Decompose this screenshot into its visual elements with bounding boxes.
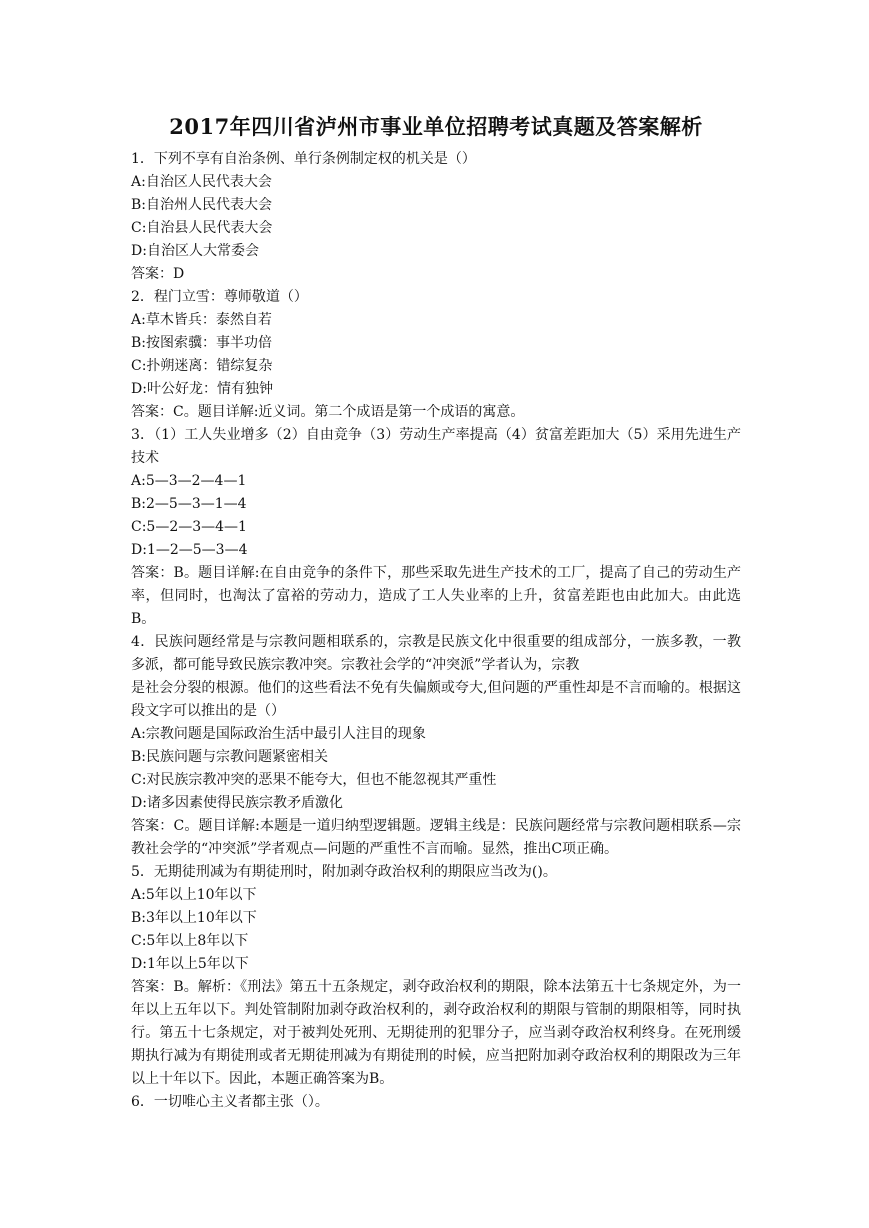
option-d: D:诸多因素使得民族宗教矛盾激化 <box>131 795 343 811</box>
answer-text: 答案：B。解析：《刑法》第五十五条规定，剥夺政治权利的期限，除本法第五十七条规定外，为一年以上五年以下。判处管制附加剥夺政治权利的，剥夺政治权利的期限与管制的期限相等，同时执行。第五十七条规定，对于被判处死刑、无期徒刑的犯罪分子，应当剥夺政治权利终身。在死刑缓期执行减为有期徒刑或者无期徒刑减为有期徒刑的时候，应当把附加剥夺政治权利的期限改为三年以上十年以下。因此，本题正确答案为B。 <box>131 979 741 1087</box>
option-d: D:自治区人大常委会 <box>131 243 259 259</box>
question-block <box>131 1091 741 1114</box>
option-d: D:1年以上5年以下 <box>131 956 249 972</box>
option-a: A:5—3—2—4—1 <box>131 473 247 489</box>
option-a: A:草木皆兵：泰然自若 <box>131 312 272 328</box>
option-c: C:5年以上8年以下 <box>131 933 249 949</box>
option-a: A:自治区人民代表大会 <box>131 174 272 190</box>
option-b: B:按图索骥：事半功倍 <box>131 335 273 351</box>
answer-text: 答案：D <box>131 266 185 282</box>
question-block <box>131 424 741 631</box>
question-text: 6．一切唯心主义者都主张（）。 <box>131 1094 329 1110</box>
option-c: C:5—2—3—4—1 <box>131 519 247 535</box>
answer-text: 答案：C。题目详解:近义词。第二个成语是第一个成语的寓意。 <box>131 404 525 420</box>
option-a: A:宗教问题是国际政治生活中最引人注目的现象 <box>131 726 426 742</box>
question-text-continued: 是社会分裂的根源。他们的这些看法不免有失偏颇或夸大,但问题的严重性却是不言而喻的。根据这段文字可以推出的是（） <box>131 680 741 719</box>
question-text: 4．民族问题经常是与宗教问题相联系的，宗教是民族文化中很重要的组成部分，一族多教，一教多派，都可能导致民族宗教冲突。宗教社会学的“冲突派”学者认为，宗教 <box>131 634 741 673</box>
question-text: 1．下列不享有自治条例、单行条例制定权的机关是（） <box>131 151 476 167</box>
answer-text: 答案：C。题目详解:本题是一道归纳型逻辑题。逻辑主线是：民族问题经常与宗教问题相联系—宗教社会学的“冲突派”学者观点—问题的严重性不言而喻。显然，推出C项正确。 <box>131 818 741 857</box>
answer-text: 答案：B。题目详解:在自由竞争的条件下，那些采取先进生产技术的工厂，提高了自己的劳动生产率，但同时，也淘汰了富裕的劳动力，造成了工人失业率的上升，贫富差距也由此加大。由此选B。 <box>131 565 741 627</box>
option-c: C:自治县人民代表大会 <box>131 220 273 236</box>
question-block <box>131 861 741 1091</box>
option-c: C:对民族宗教冲突的恶果不能夸大，但也不能忽视其严重性 <box>131 772 497 788</box>
document-title: 2017年四川省泸州市事业单位招聘考试真题及答案解析 <box>169 114 703 139</box>
question-text: 2．程门立雪：尊师敬道（） <box>131 289 308 305</box>
option-d: D:1—2—5—3—4 <box>131 542 248 558</box>
question-block <box>131 631 741 861</box>
option-c: C:扑朔迷离：错综复杂 <box>131 358 273 374</box>
option-a: A:5年以上10年以下 <box>131 887 257 903</box>
option-b: B:3年以上10年以下 <box>131 910 257 926</box>
question-text: 5．无期徒刑减为有期徒刑时，附加剥夺政治权利的期限应当改为()。 <box>131 864 557 880</box>
document-page <box>131 112 741 1114</box>
option-b: B:自治州人民代表大会 <box>131 197 273 213</box>
option-b: B:2—5—3—1—4 <box>131 496 247 512</box>
question-block <box>131 148 741 286</box>
option-d: D:叶公好龙：情有独钟 <box>131 381 273 397</box>
option-b: B:民族问题与宗教问题紧密相关 <box>131 749 329 765</box>
question-block <box>131 286 741 424</box>
question-text: 3．（1）工人失业增多（2）自由竞争（3）劳动生产率提高（4）贫富差距加大（5）采用先进生产技术 <box>131 427 741 466</box>
